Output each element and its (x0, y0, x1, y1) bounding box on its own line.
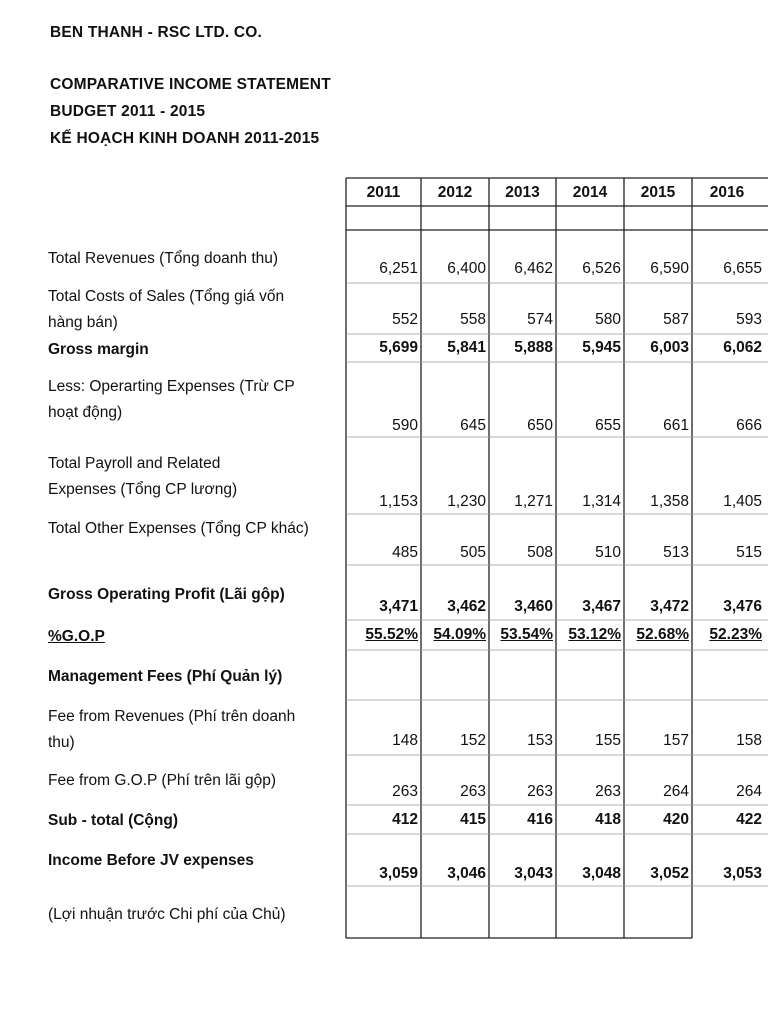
table-cell: 508 (527, 544, 553, 561)
table-cell: 6,400 (447, 260, 486, 277)
table-cell: 6,251 (379, 260, 418, 277)
table-cell: 3,046 (447, 865, 486, 882)
row-label: Management Fees (Phí Quản lý) (48, 668, 283, 685)
table-cell: 416 (527, 811, 553, 828)
table-cell: 587 (663, 311, 689, 328)
table-cell: 152 (460, 732, 486, 749)
table-cell: 263 (595, 783, 621, 800)
table-cell: 55.52% (365, 626, 418, 643)
table-cell: 1,271 (514, 493, 553, 510)
row-label: Gross Operating Profit (Lãi gộp) (48, 586, 285, 603)
table-cell: 3,059 (379, 865, 418, 882)
year-header-2011: 2011 (366, 184, 401, 201)
table-cell: 3,053 (723, 865, 762, 882)
table-cell: 3,476 (723, 598, 762, 615)
table-cell: 6,003 (650, 339, 689, 356)
table-cell: 1,358 (650, 493, 689, 510)
row-label: Total Payroll and Related Expenses (Tổng CP lương) (48, 455, 238, 498)
table-cell: 3,460 (514, 598, 553, 615)
table-cell: 6,590 (650, 260, 689, 277)
table-cell: 264 (663, 783, 689, 800)
table-cell: 3,462 (447, 598, 486, 615)
table-cell: 505 (460, 544, 486, 561)
table-cell: 52.23% (709, 626, 762, 643)
table-cell: 485 (392, 544, 418, 561)
table-cell: 510 (595, 544, 621, 561)
table-cell: 415 (460, 811, 486, 828)
table-cell: 420 (663, 811, 689, 828)
row-label: Total Costs of Sales (Tổng giá vốn hàng bán) (48, 288, 285, 331)
table-cell: 5,841 (447, 339, 486, 356)
row-label: Sub - total (Cộng) (48, 812, 178, 829)
table-cell: 515 (736, 544, 762, 561)
row-label: Total Other Expenses (Tổng CP khác) (48, 520, 309, 537)
table-cell: 3,048 (582, 865, 621, 882)
table-cell: 158 (736, 732, 762, 749)
table-cell: 3,467 (582, 598, 621, 615)
title-line-1: COMPARATIVE INCOME STATEMENT (50, 76, 331, 93)
table-cell: 6,462 (514, 260, 553, 277)
year-header-2013: 2013 (505, 184, 540, 201)
table-cell: 590 (392, 417, 418, 434)
row-label: Fee from G.O.P (Phí trên lãi gộp) (48, 772, 276, 789)
row-label: Fee from Revenues (Phí trên doanh thu) (48, 708, 296, 751)
table-cell: 1,405 (723, 493, 762, 510)
row-label: Total Revenues (Tổng doanh thu) (48, 250, 279, 267)
table-cell: 5,945 (582, 339, 621, 356)
table-cell: 3,472 (650, 598, 689, 615)
table-cell: 157 (663, 732, 689, 749)
table-cell: 6,655 (723, 260, 762, 277)
table-cell: 552 (392, 311, 418, 328)
table-cell: 3,471 (379, 598, 418, 615)
table-cell: 263 (392, 783, 418, 800)
table-cell: 6,062 (723, 339, 762, 356)
row-label: Gross margin (48, 341, 149, 358)
table-cell: 264 (736, 783, 762, 800)
row-label: (Lợi nhuận trước Chi phí của Chủ) (48, 906, 286, 923)
table-cell: 148 (392, 732, 418, 749)
title-line-2: BUDGET 2011 - 2015 (50, 103, 206, 120)
company-name: BEN THANH - RSC LTD. CO. (50, 24, 263, 41)
table-cell: 3,043 (514, 865, 553, 882)
table-cell: 650 (527, 417, 553, 434)
table-cell: 574 (527, 311, 553, 328)
table-cell: 422 (736, 811, 762, 828)
table-cell: 53.12% (568, 626, 621, 643)
table-cell: 580 (595, 311, 621, 328)
table-cell: 52.68% (636, 626, 689, 643)
table-cell: 263 (460, 783, 486, 800)
table-cell: 263 (527, 783, 553, 800)
table-cell: 5,699 (379, 339, 418, 356)
table-cell: 155 (595, 732, 621, 749)
year-header-2016: 2016 (709, 184, 745, 201)
table-cell: 1,230 (447, 493, 486, 510)
table-cell: 593 (736, 311, 762, 328)
title-line-3: KẾ HOẠCH KINH DOANH 2011-2015 (50, 130, 320, 147)
table-cell: 153 (527, 732, 553, 749)
table-cell: 3,052 (650, 865, 689, 882)
table-cell: 54.09% (433, 626, 486, 643)
table-cell: 661 (663, 417, 689, 434)
year-header-2012: 2012 (437, 184, 473, 201)
row-label: Less: Operarting Expenses (Trừ CP hoạt động) (48, 378, 295, 421)
table-cell: 6,526 (582, 260, 621, 277)
table-cell: 1,314 (582, 493, 621, 510)
table-cell: 655 (595, 417, 621, 434)
table-cell: 53.54% (500, 626, 553, 643)
year-header-2015: 2015 (640, 184, 676, 201)
table-cell: 513 (663, 544, 689, 561)
row-label: Income Before JV expenses (48, 852, 254, 869)
year-header-2014: 2014 (572, 184, 608, 201)
table-cell: 645 (460, 417, 486, 434)
table-cell: 5,888 (514, 339, 553, 356)
table-cell: 418 (595, 811, 621, 828)
row-label: %G.O.P (48, 628, 105, 645)
table-cell: 412 (392, 811, 418, 828)
table-cell: 1,153 (379, 493, 418, 510)
table-cell: 666 (736, 417, 762, 434)
table-cell: 558 (460, 311, 486, 328)
